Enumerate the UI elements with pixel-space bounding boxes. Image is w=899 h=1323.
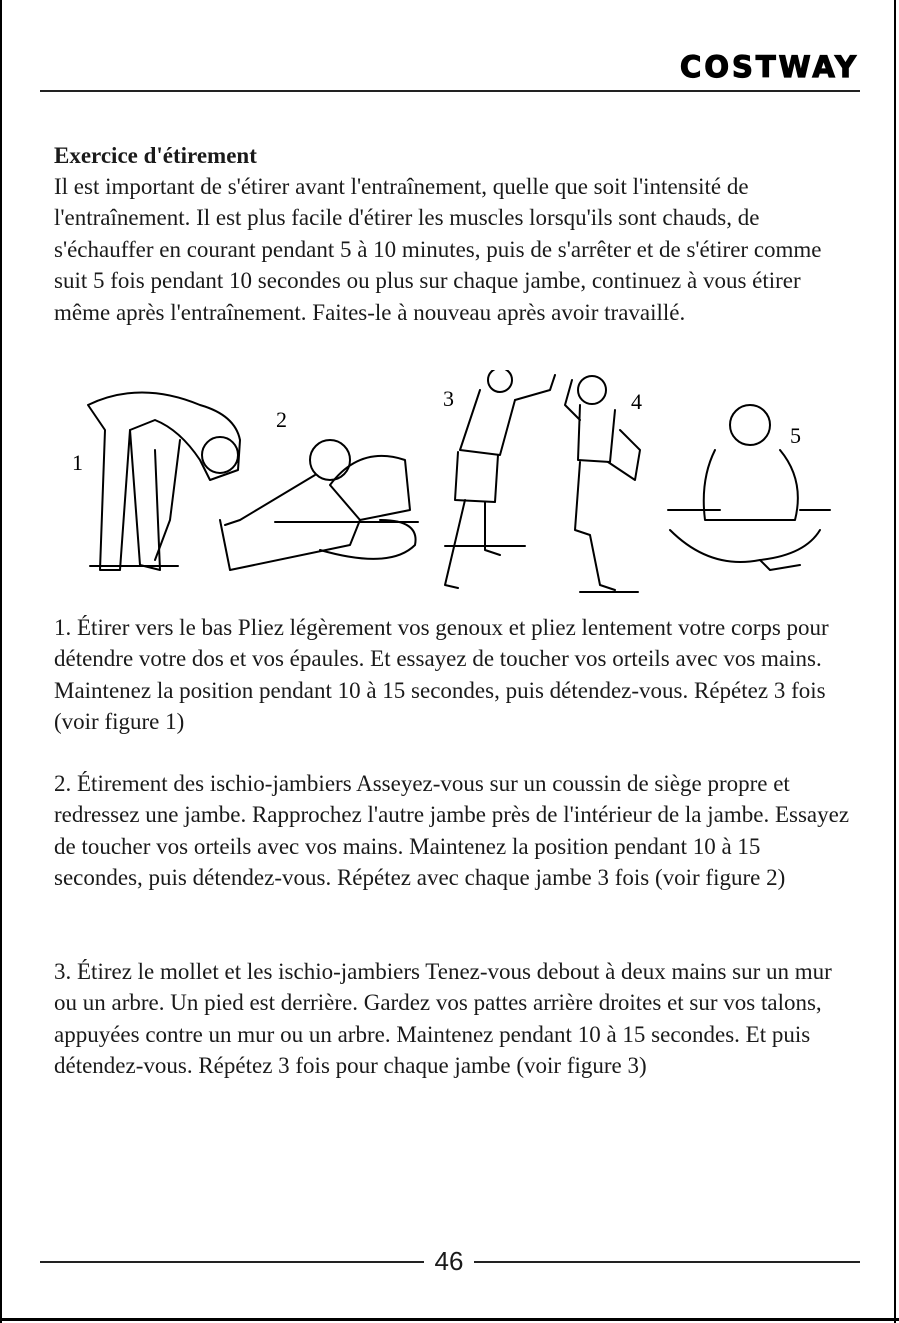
page-border-left	[0, 0, 2, 1323]
exercise-3-text: 3. Étirez le mollet et les ischio-jambiers Tenez-vous debout à deux mains sur un mur ou un arbre. Un pied est derrière. Gardez vos pattes arrière droites et sur vos talons, appuyées contre un mur ou un arbre. Maintenez pendant 10 à 15 secondes. Et puis détendez-vous. Répétez 3 fois pour chaque jambe (voir figure 3)	[54, 959, 832, 1079]
figure-label-3: 3	[443, 386, 454, 411]
stretching-illustrations	[60, 370, 840, 600]
svg-text:COSTWAY: COSTWAY	[680, 50, 859, 82]
costway-logo	[680, 50, 860, 82]
footer-rule-left	[40, 1261, 424, 1263]
exercise-2-text: 2. Étirement des ischio-jambiers Asseyez-vous sur un coussin de siège propre et redressez une jambe. Rapprochez l'autre jambe près de l'intérieur de la jambe. Essayez de toucher vos orteils avec vos mains. Maintenez la position pendant 10 à 15 secondes, puis détendez-vous. Répétez avec chaque jambe 3 fois (voir figure 2)	[54, 771, 850, 891]
figure-label-2: 2	[276, 407, 287, 432]
exercise-1-text: 1. Étirer vers le bas Pliez légèrement vos genoux et pliez lentement votre corps pour détendre votre dos et vos épaules. Et essayez de toucher vos orteils avec vos mains. Maintenez la position pendant 10 à 15 secondes, puis détendez-vous. Répétez 3 fois (voir figure 1)	[54, 615, 829, 735]
figure-label-5: 5	[790, 423, 801, 448]
exercise-2	[54, 768, 854, 894]
footer-rule-right	[474, 1261, 860, 1263]
intro-paragraph: Il est important de s'étirer avant l'entraînement, quelle que soit l'intensité de l'entraînement. Il est plus facile d'étirer les muscles lorsqu'ils sont chauds, de s'échauffer en courant pendant 5 à 10 minutes, puis de s'arrêter et de s'étirer comme suit 5 fois pendant 10 secondes ou plus sur chaque jambe, continuez à vous étirer même après l'entraînement. Faites-le à nouveau après avoir travaillé.	[54, 174, 822, 325]
intro-section	[54, 140, 854, 328]
figure-2-seated-stretch	[220, 440, 418, 570]
exercise-3	[54, 956, 854, 1082]
page-border-right	[894, 0, 896, 1323]
figure-label-4: 4	[631, 389, 642, 414]
figure-5-butterfly-stretch	[668, 405, 830, 570]
figure-3-calf-stretch	[445, 370, 555, 588]
page-border-bottom	[0, 1318, 899, 1321]
figure-1-toe-touch	[88, 393, 240, 571]
figure-label-1: 1	[72, 450, 83, 475]
figure-4-quad-stretch	[565, 376, 640, 592]
page-number: 46	[434, 1246, 464, 1276]
exercise-1	[54, 612, 854, 738]
section-title: Exercice d'étirement	[54, 143, 257, 168]
header-rule	[40, 90, 860, 92]
